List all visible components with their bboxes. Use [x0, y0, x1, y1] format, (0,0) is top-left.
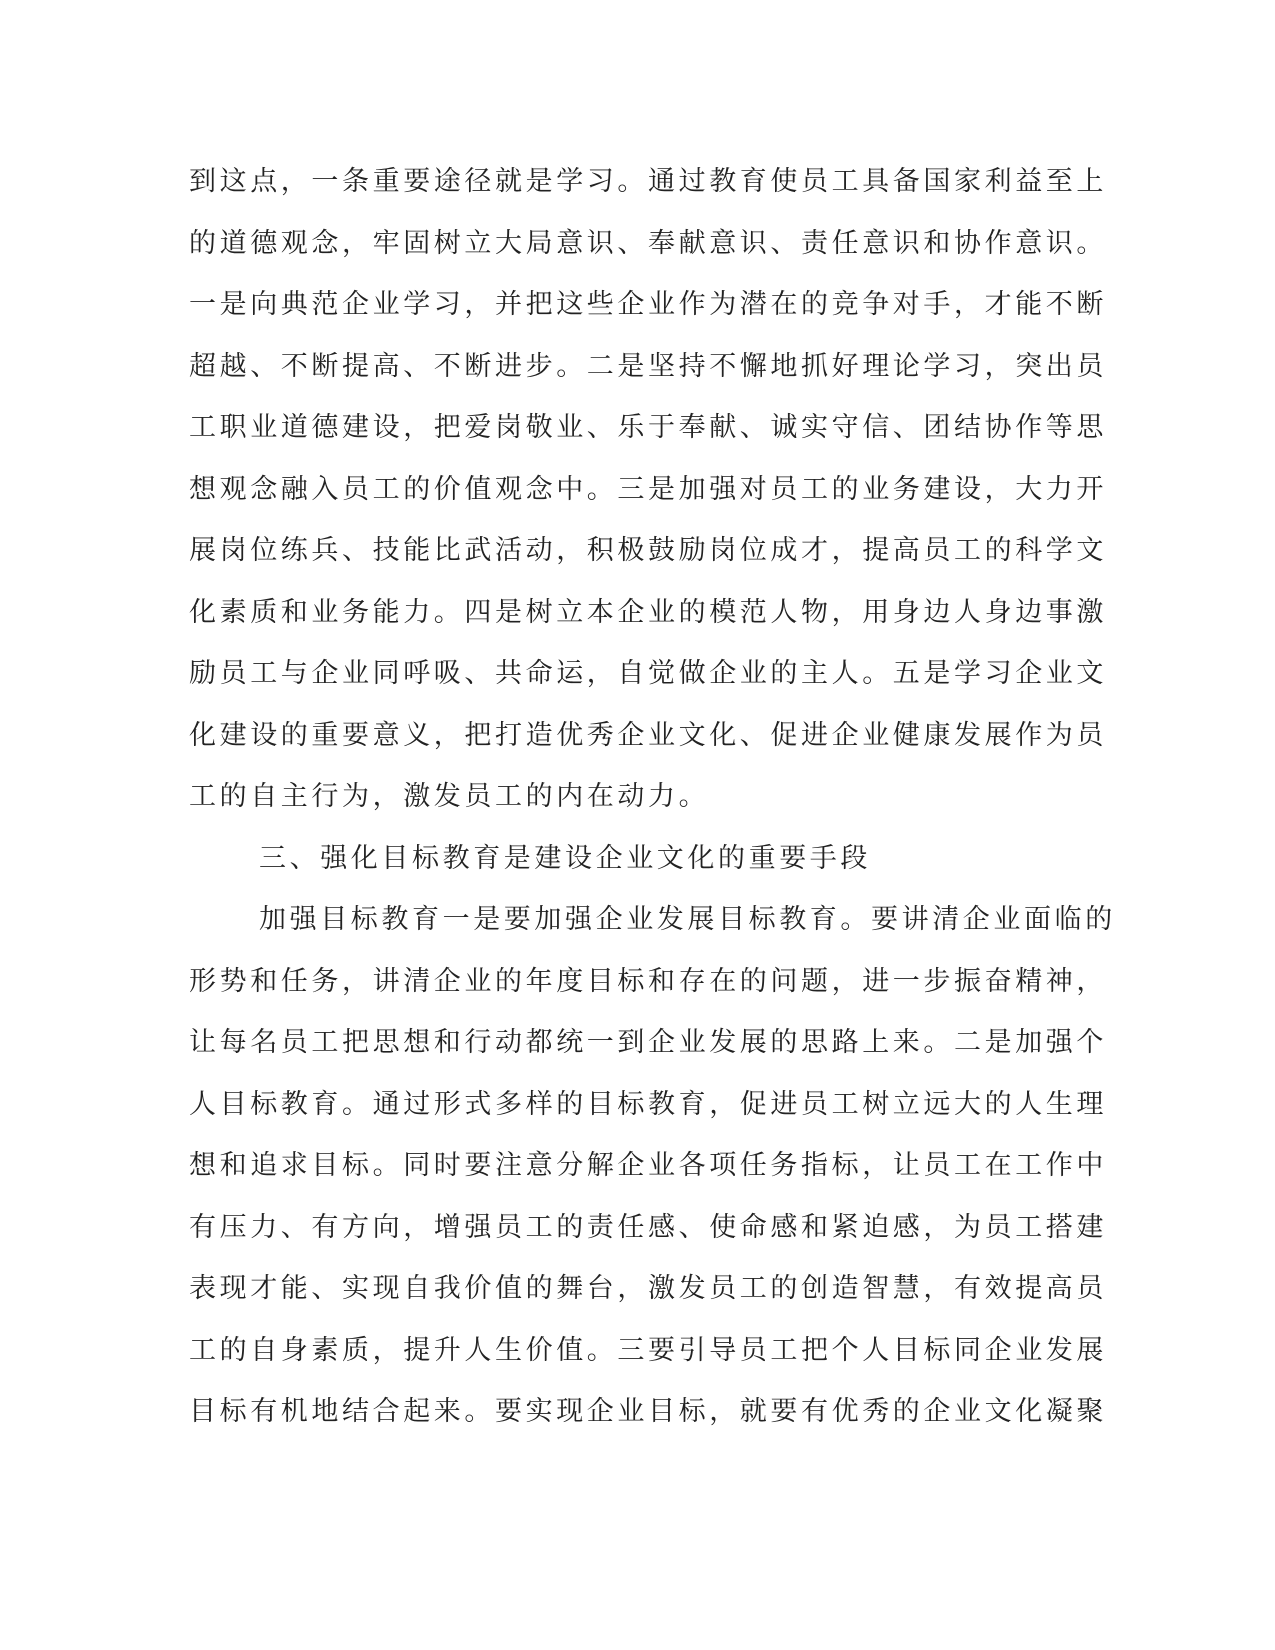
text-line: 励员工与企业同呼吸、共命运，自觉做企业的主人。五是学习企业文 — [189, 658, 1107, 689]
text-line: 一是向典范企业学习，并把这些企业作为潜在的竞争对手，才能不断 — [189, 289, 1107, 320]
text-line: 形势和任务，讲清企业的年度目标和存在的问题，进一步振奋精神， — [189, 965, 1107, 997]
section-heading: 三、强化目标教育是建设企业文化的重要手段 — [259, 842, 871, 874]
text-line: 加强目标教育一是要加强企业发展目标教育。要讲清企业面临的 — [259, 904, 1116, 935]
text-line: 想和追求目标。同时要注意分解企业各项任务指标，让员工在工作中 — [189, 1150, 1107, 1181]
text-line: 人目标教育。通过形式多样的目标教育，促进员工树立远大的人生理 — [189, 1088, 1107, 1120]
text-line: 化建设的重要意义，把打造优秀企业文化、促进企业健康发展作为员 — [189, 719, 1107, 751]
text-line: 化素质和业务能力。四是树立本企业的模范人物，用身边人身边事激 — [189, 596, 1107, 628]
text-line: 目标有机地结合起来。要实现企业目标，就要有优秀的企业文化凝聚 — [189, 1396, 1107, 1427]
text-line: 表现才能、实现自我价值的舞台，激发员工的创造智慧，有效提高员 — [189, 1273, 1107, 1304]
text-line: 展岗位练兵、技能比武活动，积极鼓励岗位成才，提高员工的科学文 — [189, 535, 1107, 566]
text-line: 到这点，一条重要途径就是学习。通过教育使员工具备国家利益至上 — [189, 166, 1107, 197]
body-text — [189, 162, 1116, 1454]
text-line: 让每名员工把思想和行动都统一到企业发展的思路上来。二是加强个 — [189, 1027, 1107, 1058]
text-line: 工的自主行为，激发员工的内在动力。 — [189, 781, 710, 812]
text-line: 的道德观念，牢固树立大局意识、奉献意识、责任意识和协作意识。 — [189, 227, 1107, 259]
text-line: 超越、不断提高、不断进步。二是坚持不懈地抓好理论学习，突出员 — [189, 350, 1107, 382]
text-line: 想观念融入员工的价值观念中。三是加强对员工的业务建设，大力开 — [189, 473, 1107, 505]
text-line: 工的自身素质，提升人生价值。三要引导员工把个人目标同企业发展 — [189, 1334, 1107, 1366]
text-line: 工职业道德建设，把爱岗敬业、乐于奉献、诚实守信、团结协作等思 — [189, 412, 1107, 443]
text-line: 有压力、有方向，增强员工的责任感、使命感和紧迫感，为员工搭建 — [189, 1211, 1107, 1243]
